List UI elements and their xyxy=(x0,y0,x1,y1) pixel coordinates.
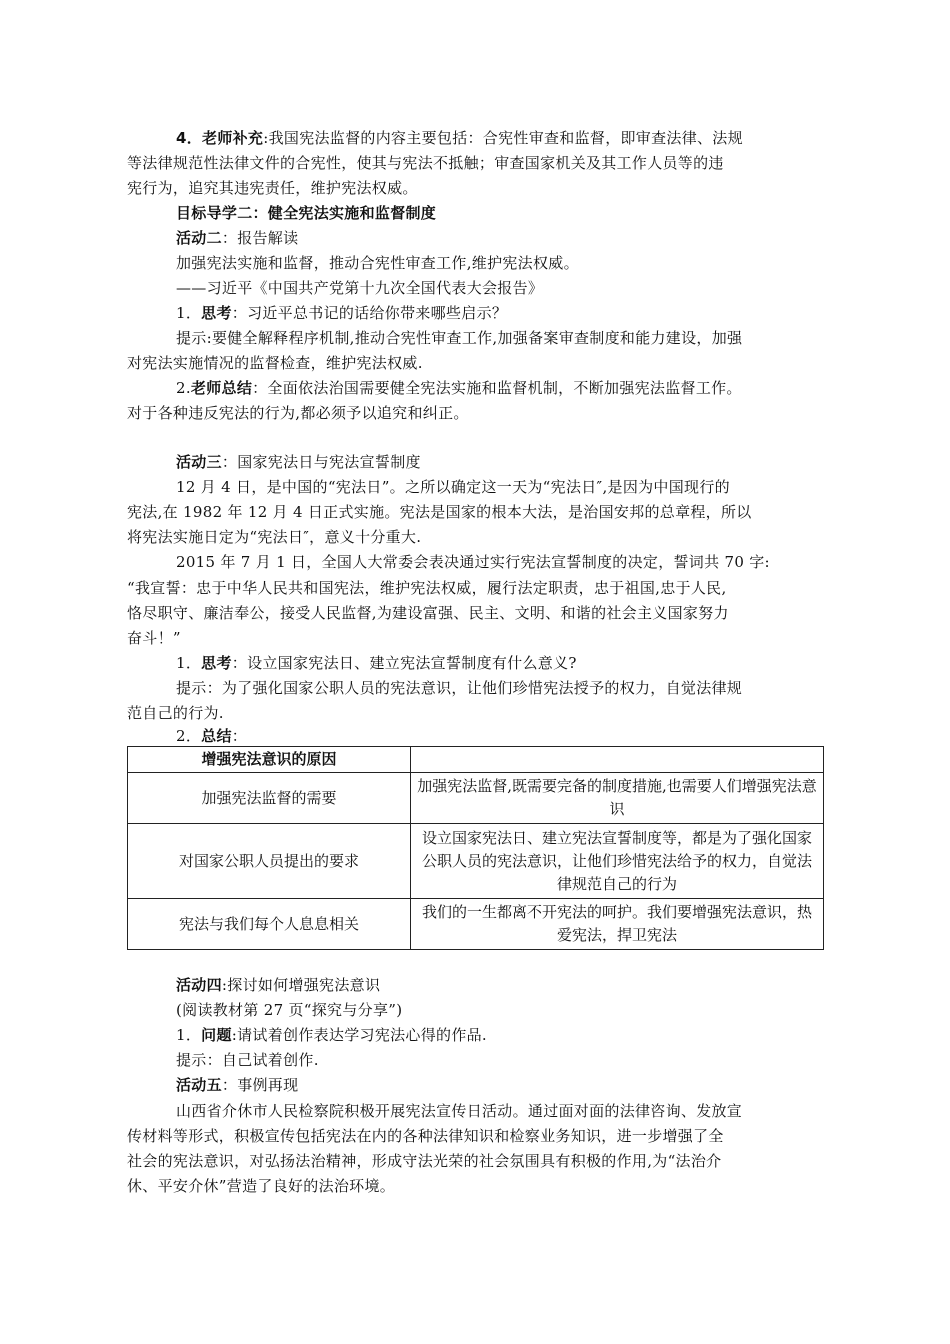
summary-label: 2．总结： xyxy=(176,727,248,745)
text-line: 宪法,在 1982 年 12 月 4 日正式实施。宪法是国家的根本大法，是治国安邦的总章程，所以 xyxy=(127,503,752,521)
hint-1: 提示:要健全解释程序机制,推动合宪性审查工作,加强备案审查制度和能力建设，加强 xyxy=(176,329,743,347)
table-cell-reason: 加强宪法监督的需要 xyxy=(128,773,411,824)
table-cell-detail: 加强宪法监督,既需要完备的制度措施,也需要人们增强宪法意识 xyxy=(411,773,824,824)
text-line: 社会的宪法意识，对弘扬法治精神，形成守法光荣的社会氛围具有积极的作用,为“法治介 xyxy=(127,1152,722,1170)
label-teacher-supplement: 4．老师补充 xyxy=(176,129,264,147)
table-header-row xyxy=(128,747,824,773)
text-line: 山西省介休市人民检察院积极开展宪法宣传日活动。通过面对面的法律咨询、发放宣 xyxy=(176,1102,743,1120)
table-cell-detail: 设立国家宪法日、建立宪法宣誓制度等，都是为了强化国家公职人员的宪法意识，让他们珍惜宪法给予的权力，自觉法律规范自己的行为 xyxy=(411,824,824,899)
text-line: “我宣誓：忠于中华人民共和国宪法，维护宪法权威，履行法定职责，忠于祖国,忠于人民, xyxy=(127,579,727,597)
text-line: 将宪法实施日定为“宪法日″，意义十分重大. xyxy=(127,528,422,546)
question-2: 1．思考：设立国家宪法日、建立宪法宣誓制度有什么意义? xyxy=(176,654,577,672)
question-1: 1．思考：习近平总书记的话给你带来哪些启示？ xyxy=(176,304,508,322)
text-line: 休、平安介休”营造了良好的法治环境。 xyxy=(127,1177,396,1195)
question-3: 1．问题:请试着创作表达学习宪法心得的作品. xyxy=(176,1026,487,1044)
quote-text: 加强宪法实施和监督，推动合宪性审查工作,维护宪法权威。 xyxy=(176,254,579,272)
hint-3: 提示：自己试着创作. xyxy=(176,1051,319,1069)
text-line: 传材料等形式，积极宣传包括宪法在内的各种法律知识和检察业务知识，进一步增强了全 xyxy=(127,1127,724,1145)
activity-3-heading: 活动三：国家宪法日与宪法宣誓制度 xyxy=(176,453,421,471)
text-line: 对宪法实施情况的监督检查，维护宪法权威. xyxy=(127,354,423,372)
text-line: 宪行为，追究其违宪责任，维护宪法权威。 xyxy=(127,179,418,197)
table-row xyxy=(128,899,824,950)
text-line: 对于各种违反宪法的行为,都必须予以追究和纠正。 xyxy=(127,404,469,422)
text-line: 奋斗！” xyxy=(127,629,181,647)
table-row xyxy=(128,824,824,899)
activity-2-heading: 活动二：报告解读 xyxy=(176,229,299,247)
table-header-cell: 增强宪法意识的原因 xyxy=(128,747,411,773)
reading-note: (阅读教材第 27 页“探究与分享”) xyxy=(176,1001,403,1019)
paragraph-teacher-supplement: 4．老师补充:我国宪法监督的内容主要包括：合宪性审查和监督，即审查法律、法规 xyxy=(176,129,743,147)
table-cell-reason: 对国家公职人员提出的要求 xyxy=(128,824,411,899)
hint-2: 提示：为了强化国家公职人员的宪法意识，让他们珍惜宪法授予的权力，自觉法律规 xyxy=(176,679,743,697)
text-line: 2015 年 7 月 1 日，全国人大常委会表决通过实行宪法宣誓制度的决定，誓词共 70 字: xyxy=(176,553,770,571)
table-cell-reason: 宪法与我们每个人息息相关 xyxy=(128,899,411,950)
table-row xyxy=(128,773,824,824)
text-line: 等法律规范性法律文件的合宪性，使其与宪法不抵触；审查国家机关及其工作人员等的违 xyxy=(127,154,724,172)
quote-source: ——习近平《中国共产党第十九次全国代表大会报告》 xyxy=(176,279,544,297)
section-heading-goal-2: 目标导学二：健全宪法实施和监督制度 xyxy=(176,204,437,222)
text-line: 12 月 4 日，是中国的“宪法日”。之所以确定这一天为“宪法日″,是因为中国现行的 xyxy=(176,478,730,496)
activity-4-heading: 活动四:探讨如何增强宪法意识 xyxy=(176,976,381,994)
summary-table xyxy=(127,746,824,950)
table-header-cell xyxy=(411,747,824,773)
teacher-summary: 2.老师总结：全面依法治国需要健全宪法实施和监督机制，不断加强宪法监督工作。 xyxy=(176,379,742,397)
table-cell-detail: 我们的一生都离不开宪法的呵护。我们要增强宪法意识，热爱宪法，捍卫宪法 xyxy=(411,899,824,950)
activity-5-heading: 活动五：事例再现 xyxy=(176,1076,299,1094)
text-line: 恪尽职守、廉洁奉公，接受人民监督,为建设富强、民主、文明、和谐的社会主义国家努力 xyxy=(127,604,729,622)
text-line: 范自己的行为. xyxy=(127,704,224,722)
